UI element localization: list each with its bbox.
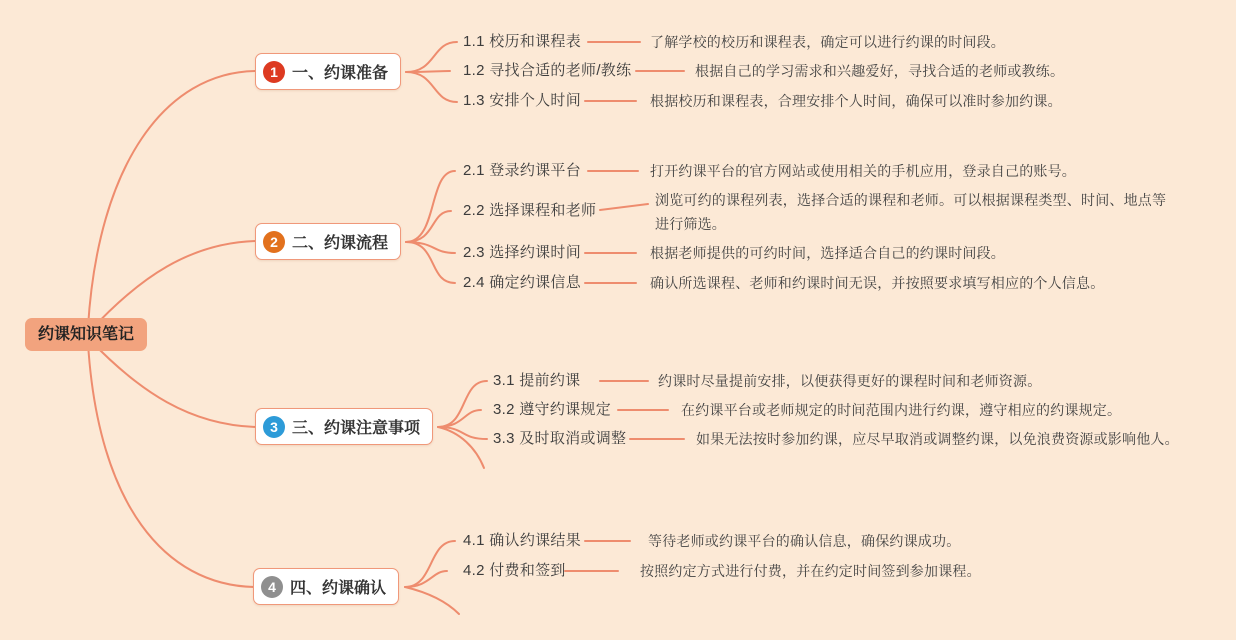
subtopic-2-3-desc[interactable]: 根据老师提供的可约时间，选择适合自己的约课时间段。 [650, 245, 1005, 261]
subtopic-2-2[interactable]: 2.2 选择课程和老师 [463, 202, 597, 219]
branch-2-label: 二、约课流程 [292, 235, 389, 252]
subtopic-1-2-desc[interactable]: 根据自己的学习需求和兴趣爱好，寻找合适的老师或教练。 [695, 63, 1065, 79]
subtopic-2-1-desc[interactable]: 打开约课平台的官方网站或使用相关的手机应用，登录自己的账号。 [650, 163, 1076, 179]
subtopic-1-1[interactable]: 1.1 校历和课程表 [463, 33, 582, 50]
branch-node-3[interactable] [255, 408, 433, 445]
subtopic-1-2[interactable]: 1.2 寻找合适的老师/教练 [463, 62, 632, 79]
branch-node-2[interactable] [255, 223, 401, 260]
branch-node-4[interactable] [253, 568, 399, 605]
subtopic-4-1[interactable]: 4.1 确认约课结果 [463, 532, 582, 549]
subtopic-2-1[interactable]: 2.1 登录约课平台 [463, 162, 582, 179]
root-node[interactable]: 约课知识笔记 [25, 318, 147, 351]
branch-4-badge: 4 [261, 576, 283, 598]
branch-2-badge: 2 [263, 231, 285, 253]
subtopic-1-3[interactable]: 1.3 安排个人时间 [463, 92, 582, 109]
branch-3-label: 三、约课注意事项 [292, 420, 421, 437]
subtopic-4-1-desc[interactable]: 等待老师或约课平台的确认信息，确保约课成功。 [648, 533, 961, 549]
branch-4-label: 四、约课确认 [290, 580, 387, 597]
subtopic-2-3[interactable]: 2.3 选择约课时间 [463, 244, 582, 261]
subtopic-1-3-desc[interactable]: 根据校历和课程表，合理安排个人时间，确保可以准时参加约课。 [650, 93, 1062, 109]
subtopic-1-1-desc[interactable]: 了解学校的校历和课程表，确定可以进行约课的时间段。 [650, 34, 1005, 50]
subtopic-3-1-desc[interactable]: 约课时尽量提前安排，以便获得更好的课程时间和老师资源。 [658, 373, 1042, 389]
subtopic-4-2[interactable]: 4.2 付费和签到 [463, 562, 566, 579]
branch-3-badge: 3 [263, 416, 285, 438]
subtopic-3-3-desc[interactable]: 如果无法按时参加约课，应尽早取消或调整约课，以免浪费资源或影响他人。 [696, 431, 1179, 447]
subtopic-3-2[interactable]: 3.2 遵守约课规定 [493, 401, 612, 418]
subtopic-3-2-desc[interactable]: 在约课平台或老师规定的时间范围内进行约课，遵守相应的约课规定。 [681, 402, 1122, 418]
subtopic-4-2-desc[interactable]: 按照约定方式进行付费，并在约定时间签到参加课程。 [640, 563, 981, 579]
subtopic-2-4[interactable]: 2.4 确定约课信息 [463, 274, 582, 291]
branch-1-badge: 1 [263, 61, 285, 83]
subtopic-2-2-desc[interactable]: 浏览可约的课程列表，选择合适的课程和老师。可以根据课程类型、时间、地点等进行筛选。 [655, 192, 1167, 232]
subtopic-2-4-desc[interactable]: 确认所选课程、老师和约课时间无误，并按照要求填写相应的个人信息。 [650, 275, 1105, 291]
branch-1-label: 一、约课准备 [292, 65, 389, 82]
branch-node-1[interactable] [255, 53, 401, 90]
subtopic-3-1[interactable]: 3.1 提前约课 [493, 372, 581, 389]
subtopic-3-3[interactable]: 3.3 及时取消或调整 [493, 430, 627, 447]
